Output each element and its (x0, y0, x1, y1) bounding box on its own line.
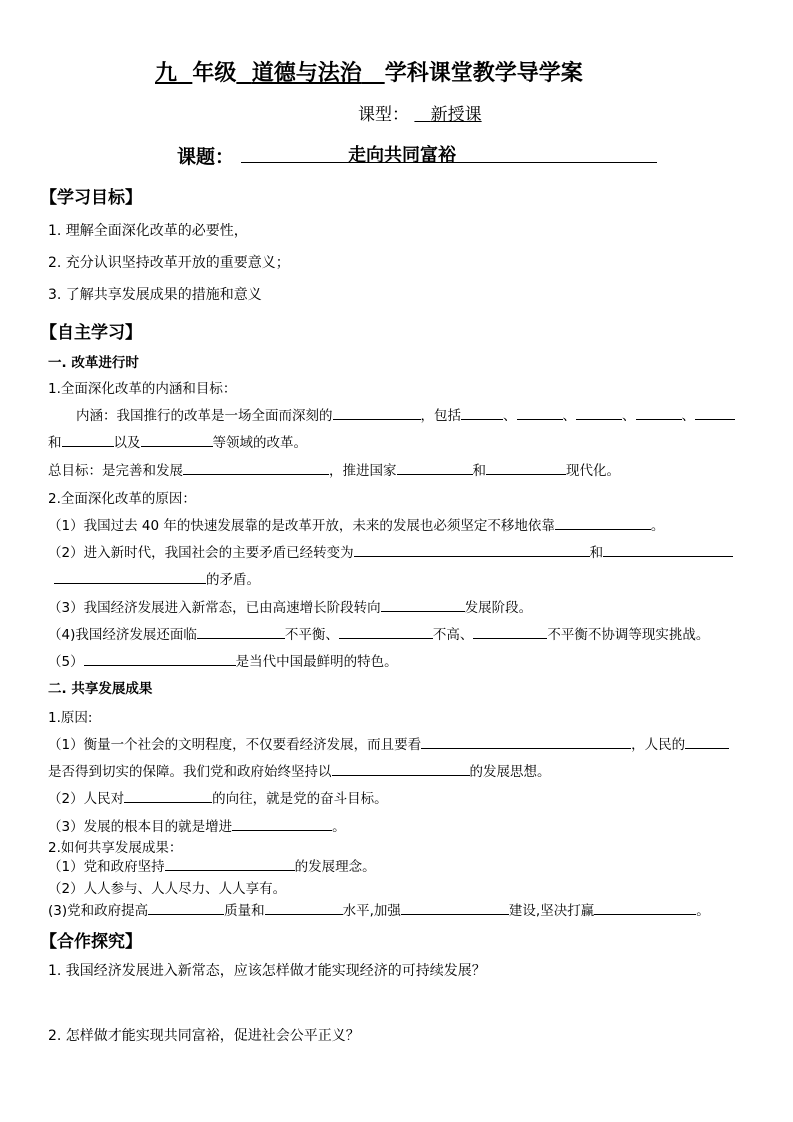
blank[interactable] (461, 405, 503, 420)
blank[interactable] (141, 432, 213, 447)
blank[interactable] (148, 900, 224, 915)
blank[interactable] (54, 569, 206, 584)
topic-label: 课题： (177, 146, 235, 168)
q1-goal-line: 总目标：是完善和发展 ，推进国家 和 现代化。 (48, 459, 620, 479)
cause-3: （3）发展的根本目的就是增进 。 (48, 815, 346, 835)
doc-title-line (155, 56, 583, 87)
goal-item-1: 1. 理解全面深化改革的必要性， (48, 223, 248, 239)
cause-title: 1.原因: (48, 710, 93, 726)
q1-content-line1: 内涵：我国推行的改革是一场全面而深刻的 ，包括 、 、 、 、 (76, 404, 735, 424)
how-3: (3)党和政府提高 质量和 水平,加强 建设,坚决打赢 。 (48, 899, 710, 919)
blank[interactable] (576, 405, 622, 420)
reason-1: （1）我国过去 40 年的快速发展靠的是改革开放，未来的发展也必须坚定不移地依靠 。 (48, 514, 664, 534)
blank[interactable] (332, 761, 470, 776)
blank[interactable] (517, 405, 563, 420)
q2-title: 2.全面深化改革的原因： (48, 491, 196, 507)
reason-2-cont: 的矛盾。 (54, 568, 260, 588)
how-1: （1）党和政府坚持 的发展理念。 (48, 855, 376, 875)
blank[interactable] (165, 856, 295, 871)
blank[interactable] (486, 460, 566, 475)
section-1-title: 一. 改革进行时 (48, 355, 139, 371)
how-title: 2.如何共享发展成果： (48, 840, 183, 856)
topic-line (177, 142, 234, 169)
grade-word: 年级 (192, 61, 237, 86)
blank[interactable] (183, 460, 329, 475)
blank[interactable] (685, 734, 729, 749)
blank[interactable] (333, 405, 421, 420)
how-2: （2）人人参与、人人尽力、人人享有。 (48, 881, 287, 897)
reason-3: （3）我国经济发展进入新常态，已由高速增长阶段转向 发展阶段。 (48, 596, 532, 616)
cause-1: （1）衡量一个社会的文明程度，不仅要看经济发展，而且要看 ，人民的 (48, 733, 729, 753)
cause-2: （2）人民对 的向往，就是党的奋斗目标。 (48, 787, 388, 807)
reason-5: （5） 是当代中国最鲜明的特色。 (48, 650, 398, 670)
blank[interactable] (62, 432, 114, 447)
blank[interactable] (695, 405, 735, 420)
subject-value: 道德与法治 (251, 61, 362, 86)
blank[interactable] (124, 788, 212, 803)
grade-value: 九 (155, 61, 178, 86)
blank[interactable] (421, 734, 631, 749)
blank[interactable] (265, 900, 343, 915)
coop-heading: 【合作探究】 (40, 932, 142, 952)
self-study-heading: 【自主学习】 (40, 323, 142, 343)
blank[interactable] (473, 624, 547, 639)
lesson-type-label: 课型： (358, 105, 409, 125)
cause-1-cont: 是否得到切实的保障。我们党和政府始终坚持以 的发展思想。 (48, 760, 551, 780)
blank[interactable] (84, 651, 236, 666)
blank[interactable] (594, 900, 696, 915)
blank[interactable] (354, 542, 590, 557)
q1-title: 1.全面深化改革的内涵和目标： (48, 381, 237, 397)
coop-question-1: 1. 我国经济发展进入新常态，应该怎样做才能实现经济的可持续发展？ (48, 963, 486, 979)
q1-content-line2: 和 以及 等领域的改革。 (48, 431, 307, 451)
blank[interactable] (636, 405, 682, 420)
lesson-type-line (358, 100, 482, 125)
blank[interactable] (401, 900, 509, 915)
blank[interactable] (232, 816, 332, 831)
doc-title: 学科课堂教学导学案 (384, 61, 583, 86)
blank[interactable] (339, 624, 433, 639)
reason-2: （2）进入新时代，我国社会的主要矛盾已经转变为 和 (48, 541, 733, 561)
goals-heading: 【学习目标】 (40, 188, 142, 208)
blank[interactable] (381, 597, 465, 612)
goal-item-2: 2. 充分认识坚持改革开放的重要意义； (48, 255, 290, 271)
coop-question-2: 2. 怎样做才能实现共同富裕，促进社会公平正义？ (48, 1028, 360, 1044)
section-2-title: 二. 共享发展成果 (48, 681, 153, 697)
blank[interactable] (397, 460, 473, 475)
blank[interactable] (197, 624, 285, 639)
lesson-type-value: 新授课 (430, 105, 482, 125)
topic-value: 走向共同富裕 (348, 145, 456, 166)
reason-4: （4)我国经济发展还面临 不平衡、 不高、 不平衡不协调等现实挑战。 (48, 623, 709, 643)
blank[interactable] (603, 542, 733, 557)
blank[interactable] (555, 515, 651, 530)
goal-item-3: 3. 了解共享发展成果的措施和意义 (48, 287, 262, 303)
